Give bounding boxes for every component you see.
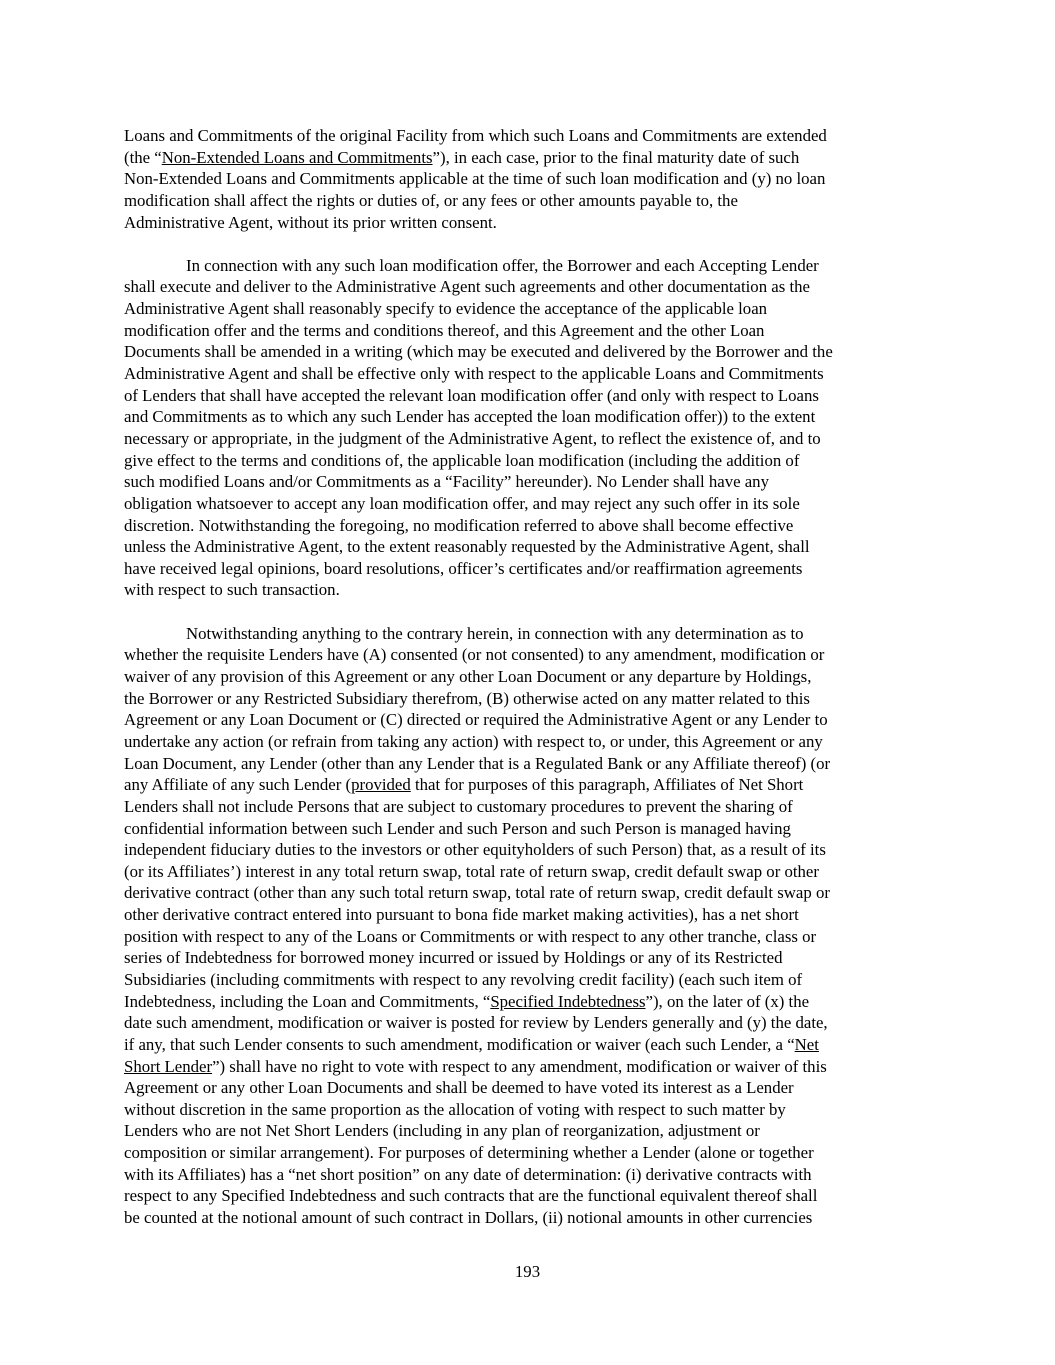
defined-term: Non-Extended Loans and Commitments — [161, 147, 433, 167]
text-line: In connection with any such loan modification offer, the Borrower and each Accepting Lender — [186, 255, 819, 275]
text-line: such modified Loans and/or Commitments as a “Facility” hereunder). No Lender shall have any — [124, 472, 769, 492]
paragraph-1 — [124, 125, 934, 233]
text-line: and Commitments as to which any such Lender has accepted the loan modification offer)) to the extent — [124, 407, 816, 427]
text-line: (or its Affiliates’) interest in any total return swap, total rate of return swap, credit default swap or other — [124, 861, 819, 881]
text-line: of Lenders that shall have accepted the relevant loan modification offer (and only with respect to Loans — [124, 385, 819, 405]
text-line: (the “Non-Extended Loans and Commitments”), in each case, prior to the final maturity date of such — [124, 147, 800, 167]
text-line: Agreement or any Loan Document or (C) directed or required the Administrative Agent or any Lender to — [124, 710, 828, 730]
text-line: whether the requisite Lenders have (A) consented (or not consented) to any amendment, modification or — [124, 645, 825, 665]
text-line: Administrative Agent shall reasonably specify to evidence the acceptance of the applicable loan — [124, 299, 768, 319]
text-line: Notwithstanding anything to the contrary herein, in connection with any determination as to — [186, 623, 804, 643]
text-line: if any, that such Lender consents to such amendment, modification or waiver (each such Lender, a “Net — [124, 1034, 819, 1054]
text-line: shall execute and deliver to the Administrative Agent such agreements and other documentation as the — [124, 277, 810, 297]
text-line: necessary or appropriate, in the judgment of the Administrative Agent, to reflect the existence of, and to — [124, 428, 821, 448]
text-line: Administrative Agent and shall be effective only with respect to the applicable Loans and Commitments — [124, 364, 824, 384]
defined-term: Specified Indebtedness — [490, 991, 646, 1011]
text-line: date such amendment, modification or waiver is posted for review by Lenders generally and (y) the date, — [124, 1013, 828, 1033]
text-line: have received legal opinions, board resolutions, officer’s certificates and/or reaffirmation agreements — [124, 558, 803, 578]
text-line: derivative contract (other than any such total return swap, total rate of return swap, credit default swap or — [124, 883, 830, 903]
document-body — [124, 125, 934, 1229]
text-line: with its Affiliates) has a “net short position” on any date of determination: (i) derivative contracts with — [124, 1164, 812, 1184]
text-line: Loans and Commitments of the original Facility from which such Loans and Commitments are extended — [124, 126, 827, 145]
text-line: with respect to such transaction. — [124, 580, 340, 600]
text-line: composition or similar arrangement). For purposes of determining whether a Lender (alone or together — [124, 1143, 814, 1163]
text-line: respect to any Specified Indebtedness and such contracts that are the functional equivalent thereof shall — [124, 1186, 818, 1206]
text-line: other derivative contract entered into pursuant to bona fide market making activities), has a net short — [124, 905, 799, 925]
text-line: Administrative Agent, without its prior written consent. — [124, 212, 497, 232]
paragraph-3 — [124, 623, 934, 1229]
page-number: 193 — [514, 1262, 541, 1281]
text-line: Agreement or any other Loan Documents and shall be deemed to have voted its interest as a Lender — [124, 1078, 794, 1098]
text-line: the Borrower or any Restricted Subsidiary therefrom, (B) otherwise acted on any matter related to this — [124, 688, 810, 708]
text-line: discretion. Notwithstanding the foregoing, no modification referred to above shall become effective — [124, 515, 794, 535]
text-line: Non-Extended Loans and Commitments applicable at the time of such loan modification and (y) no loan — [124, 169, 826, 189]
text-line: modification offer and the terms and conditions thereof, and this Agreement and the other Loan — [124, 320, 765, 340]
defined-term: Short Lender — [124, 1056, 213, 1076]
text-line: modification shall affect the rights or duties of, or any fees or other amounts payable to, the — [124, 190, 738, 210]
text-line: Indebtedness, including the Loan and Commitments, “Specified Indebtedness”), on the later of (x) the — [124, 991, 810, 1011]
text-line: any Affiliate of any such Lender (provided that for purposes of this paragraph, Affiliates of Net Short — [124, 775, 804, 795]
defined-term: Net — [794, 1034, 819, 1054]
text-line: independent fiduciary duties to the investors or other equityholders of such Person) that, as a result of its — [124, 840, 826, 860]
text-line: Documents shall be amended in a writing (which may be executed and delivered by the Borrower and the — [124, 342, 833, 362]
text-line: Short Lender”) shall have no right to vote with respect to any amendment, modification or waiver of this — [124, 1056, 827, 1076]
text-line: Loan Document, any Lender (other than any Lender that is a Regulated Bank or any Affiliate thereof) (or — [124, 753, 831, 773]
text-line: Lenders shall not include Persons that are subject to customary procedures to prevent the sharing of — [124, 796, 793, 816]
text-line: position with respect to any of the Loans or Commitments or with respect to any other tranche, class or — [124, 926, 817, 946]
text-line: obligation whatsoever to accept any loan modification offer, and may reject any such offer in its sole — [124, 493, 800, 513]
text-line: unless the Administrative Agent, to the extent reasonably requested by the Administrative Agent, shall — [124, 537, 810, 557]
text-line: undertake any action (or refrain from taking any action) with respect to, or under, this Agreement or any — [124, 731, 823, 751]
text-line: series of Indebtedness for borrowed money incurred or issued by Holdings or any of its Restricted — [124, 948, 783, 968]
text-line: be counted at the notional amount of such contract in Dollars, (ii) notional amounts in other currencies — [124, 1208, 813, 1228]
text-line: Subsidiaries (including commitments with respect to any revolving credit facility) (each such item of — [124, 969, 803, 989]
defined-term: provided — [351, 775, 411, 795]
text-line: without discretion in the same proportion as the allocation of voting with respect to such matter by — [124, 1099, 786, 1119]
text-line: confidential information between such Lender and such Person and such Person is managed having — [124, 818, 791, 838]
text-line: waiver of any provision of this Agreement or any other Loan Document or any departure by Holdings, — [124, 667, 812, 687]
text-line: Lenders who are not Net Short Lenders (including in any plan of reorganization, adjustment or — [124, 1121, 760, 1141]
text-line: give effect to the terms and conditions of, the applicable loan modification (including the addition of — [124, 450, 800, 470]
paragraph-2 — [124, 255, 934, 601]
